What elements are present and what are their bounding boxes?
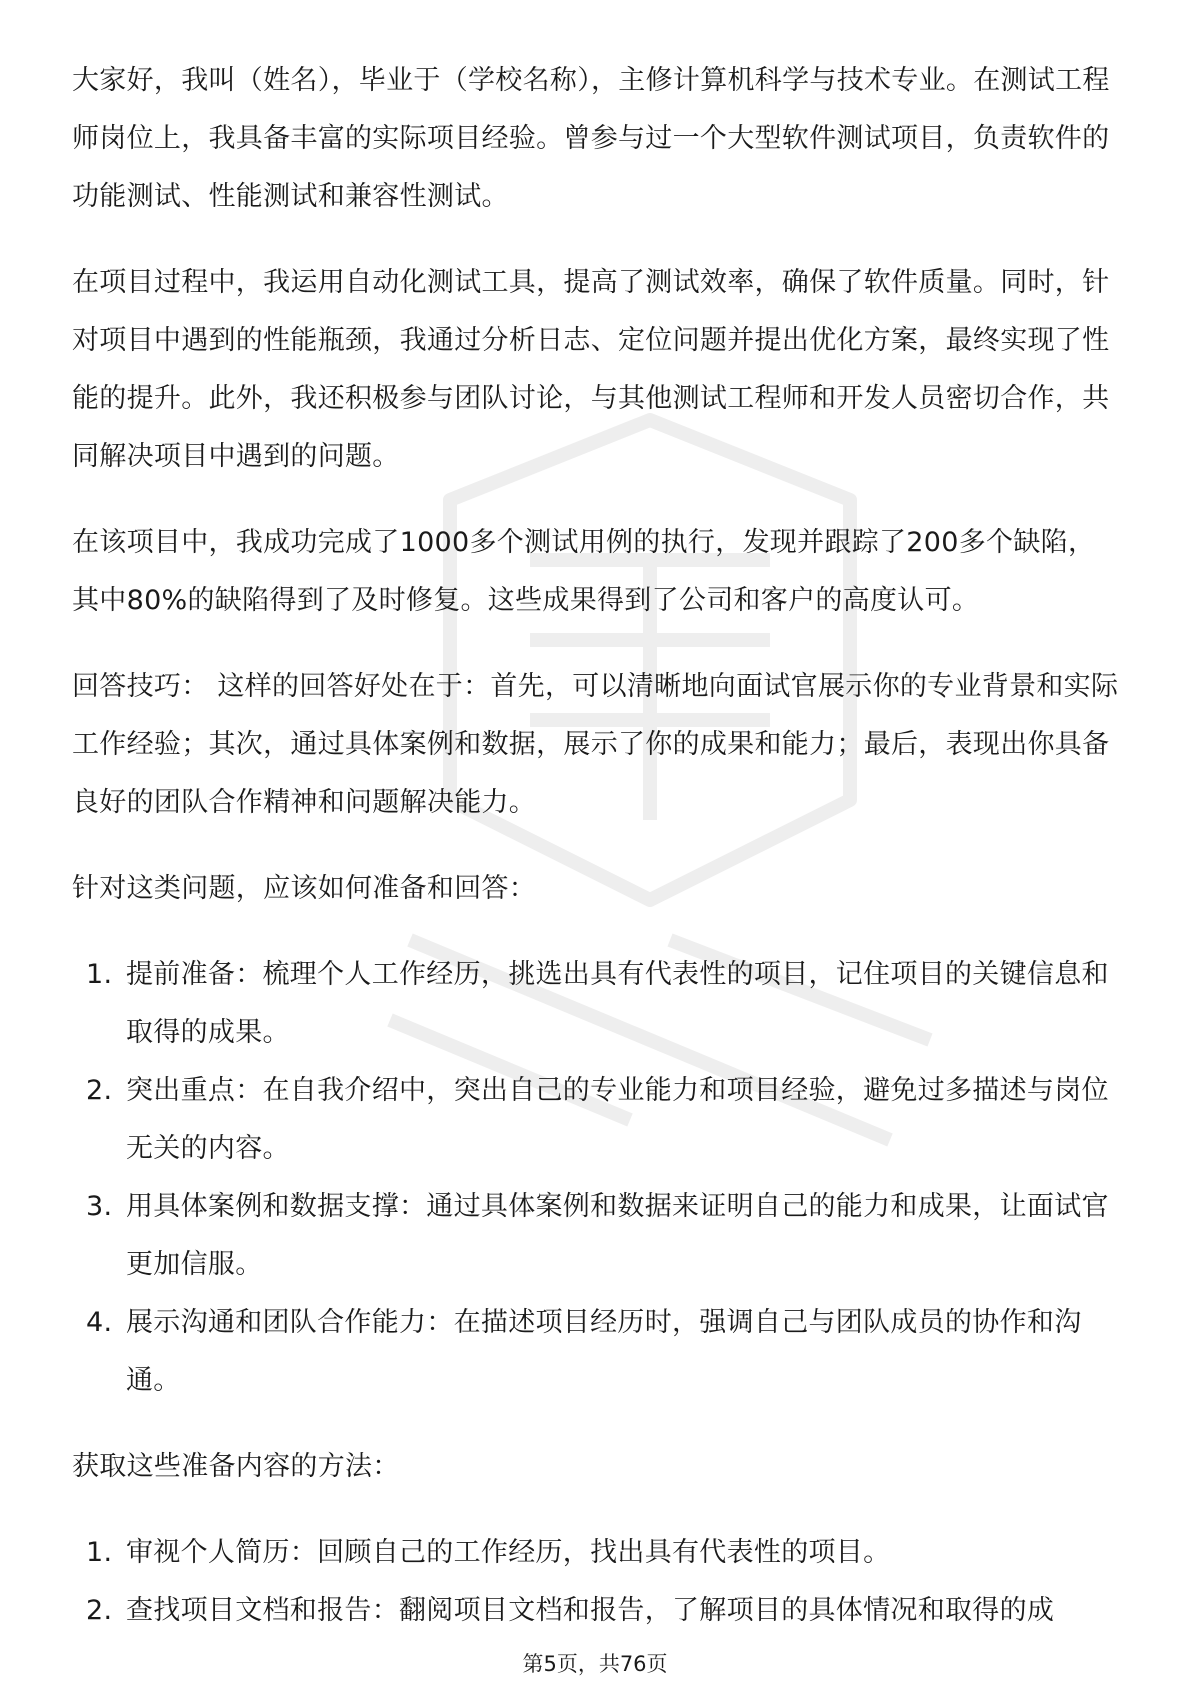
list-text: 查找项目文档和报告：翻阅项目文档和报告，了解项目的具体情况和取得的成	[126, 1595, 1055, 1626]
list-item	[72, 1294, 1122, 1410]
list-number: 1.	[86, 959, 113, 990]
list-number: 4.	[86, 1307, 113, 1338]
prep-list	[72, 946, 1122, 1410]
method-heading: 获取这些准备内容的方法：	[72, 1451, 400, 1482]
list-number: 1.	[86, 1537, 113, 1568]
list-item	[72, 1582, 1122, 1640]
list-number: 3.	[86, 1191, 113, 1222]
prep-heading: 针对这类问题，应该如何准备和回答：	[72, 873, 537, 904]
tips-paragraph: 回答技巧： 这样的回答好处在于：首先，可以清晰地向面试官展示你的专业背景和实际工作经验；其次，通过具体案例和数据，展示了你的成果和能力；最后，表现出你具备良好的团队合作精神和问题解决能力。	[72, 671, 1119, 818]
list-item	[72, 1062, 1122, 1178]
list-item	[72, 1524, 1122, 1582]
list-number: 2.	[86, 1075, 113, 1106]
list-text: 展示沟通和团队合作能力：在描述项目经历时，强调自己与团队成员的协作和沟通。	[126, 1307, 1082, 1396]
results-paragraph: 在该项目中，我成功完成了1000多个测试用例的执行，发现并跟踪了200多个缺陷，其中80%的缺陷得到了及时修复。这些成果得到了公司和客户的高度认可。	[72, 527, 1096, 616]
list-text: 审视个人简历：回顾自己的工作经历，找出具有代表性的项目。	[126, 1537, 891, 1568]
list-item	[72, 946, 1122, 1062]
intro-paragraph: 大家好，我叫（姓名），毕业于（学校名称），主修计算机科学与技术专业。在测试工程师岗位上，我具备丰富的实际项目经验。曾参与过一个大型软件测试项目，负责软件的功能测试、性能测试和兼容性测试。	[72, 65, 1110, 212]
list-text: 突出重点：在自我介绍中，突出自己的专业能力和项目经验，避免过多描述与岗位无关的内容。	[126, 1075, 1109, 1164]
project-paragraph: 在项目过程中，我运用自动化测试工具，提高了测试效率，确保了软件质量。同时，针对项目中遇到的性能瓶颈，我通过分析日志、定位问题并提出优化方案，最终实现了性能的提升。此外，我还积极参与团队讨论，与其他测试工程师和开发人员密切合作，共同解决项目中遇到的问题。	[72, 267, 1110, 472]
list-text: 提前准备：梳理个人工作经历，挑选出具有代表性的项目，记住项目的关键信息和取得的成果。	[126, 959, 1109, 1048]
method-list	[72, 1524, 1122, 1640]
list-text: 用具体案例和数据支撑：通过具体案例和数据来证明自己的能力和成果，让面试官更加信服。	[126, 1191, 1109, 1280]
list-number: 2.	[86, 1595, 113, 1626]
page-number: 第5页，共76页	[522, 1652, 668, 1676]
list-item	[72, 1178, 1122, 1294]
document-body	[72, 52, 1122, 1668]
